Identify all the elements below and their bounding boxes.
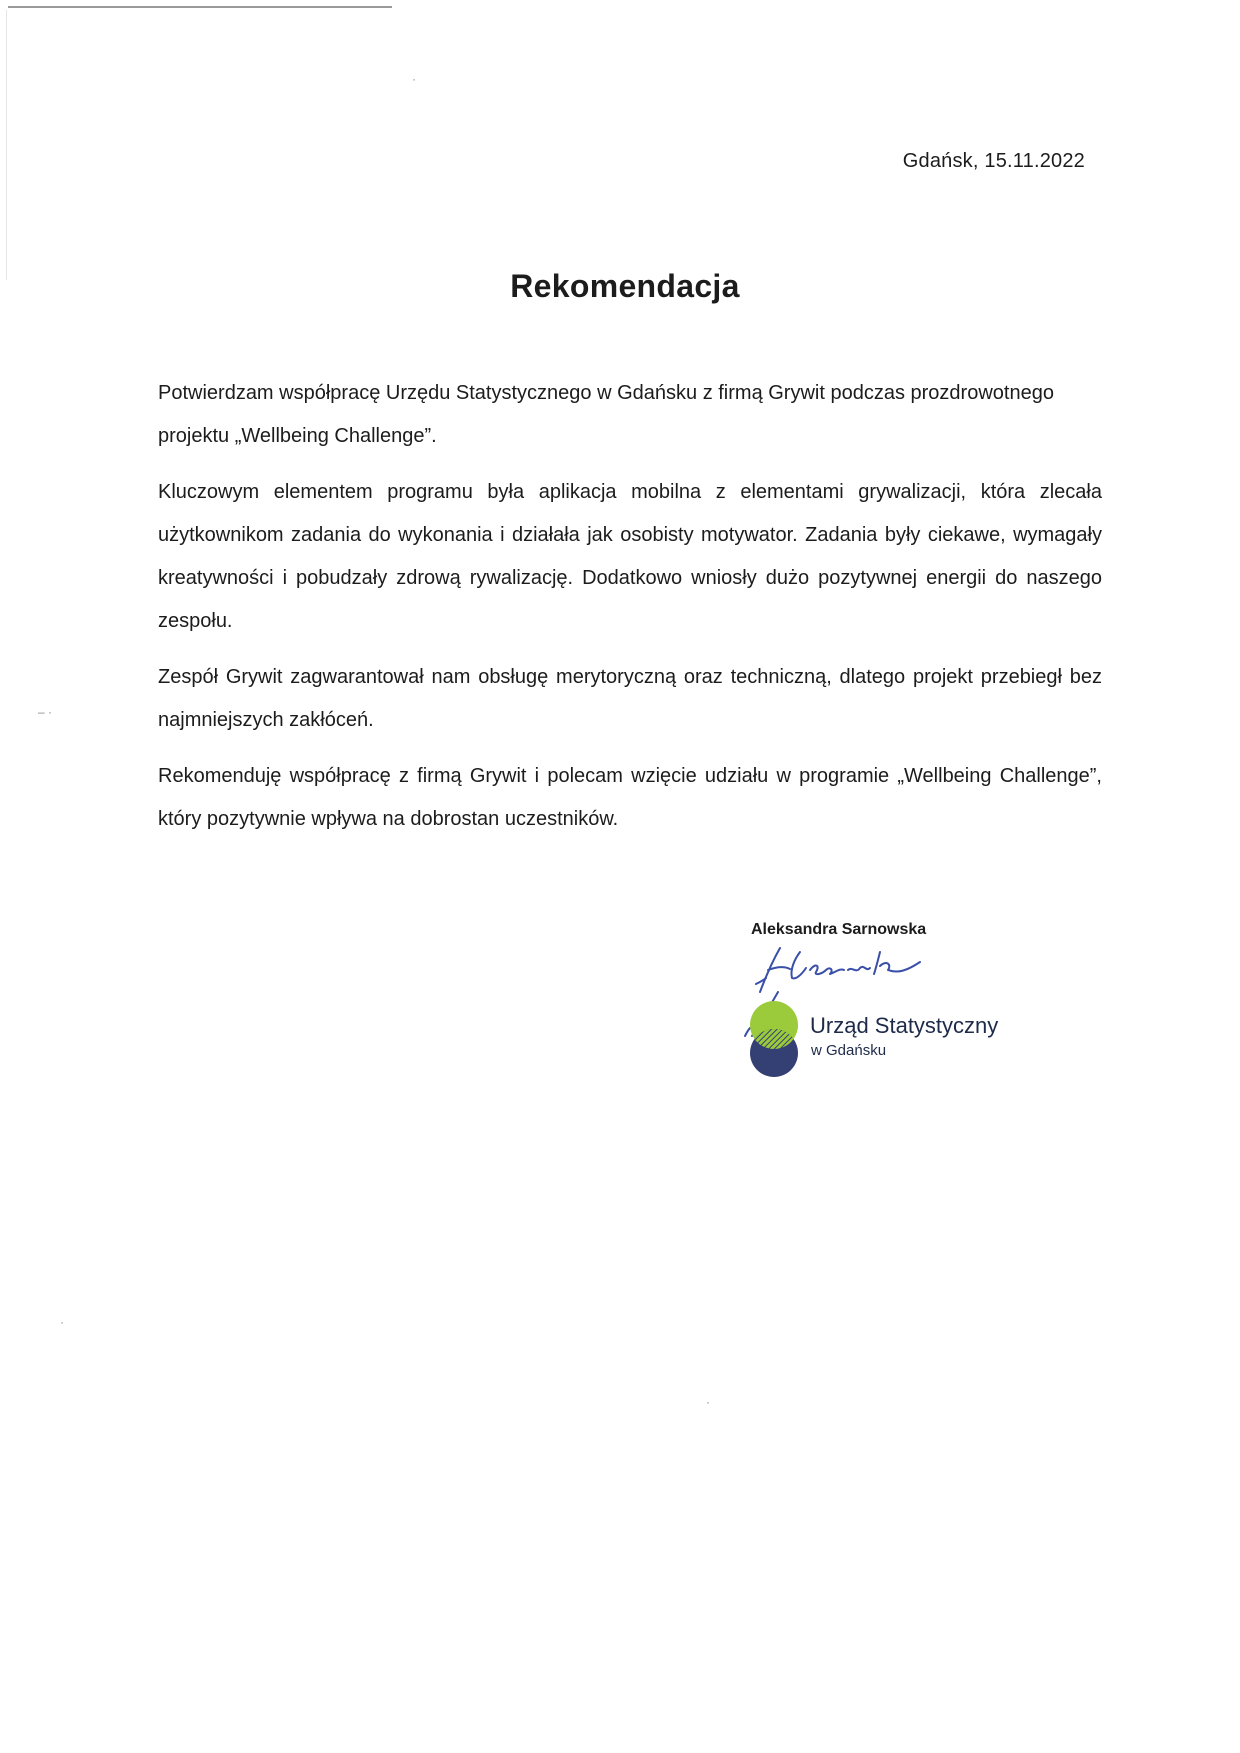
paragraph: Rekomenduję współpracę z firmą Grywit i polecam wzięcie udziału w programie „Wellbeing Challenge”, który pozytywnie wpływa na dobrostan uczestników.	[158, 765, 1102, 830]
letter-body	[158, 372, 1102, 854]
page-title: Rekomendacja	[510, 268, 740, 304]
paragraph: Potwierdzam współpracę Urzędu Statystycznego w Gdańsku z firmą Grywit podczas prozdrowotnego projektu „Wellbeing Challenge”.	[158, 382, 1054, 447]
scan-speck: ·	[60, 1315, 64, 1329]
org-city: w Gdańsku	[811, 1042, 887, 1059]
signatory-name: Aleksandra Sarnowska	[751, 921, 927, 938]
scan-speck: ·	[412, 72, 416, 86]
scan-speck: – ·	[38, 705, 53, 719]
paragraph: Kluczowym elementem programu była aplikacja mobilna z elementami grywalizacji, która zlecała użytkownikom zadania do wykonania i działała jak osobisty motywator. Zadania były ciekawe, wymagały kreatywności i pobudzały zdrową rywalizację. Dodatkowo wniosły dużo pozytywnej energii do naszego zespołu.	[158, 481, 1102, 632]
scan-speck: ·	[706, 1395, 710, 1409]
scan-edge-line	[6, 10, 7, 280]
place-date: Gdańsk, 15.11.2022	[902, 150, 1085, 172]
scan-edge-line	[8, 6, 392, 8]
org-name: Urząd Statystyczny	[810, 1013, 999, 1038]
paragraph: Zespół Grywit zagwarantował nam obsługę merytoryczną oraz techniczną, dlatego projekt przebiegł bez najmniejszych zakłóceń.	[158, 666, 1102, 731]
org-logo	[748, 1001, 800, 1077]
